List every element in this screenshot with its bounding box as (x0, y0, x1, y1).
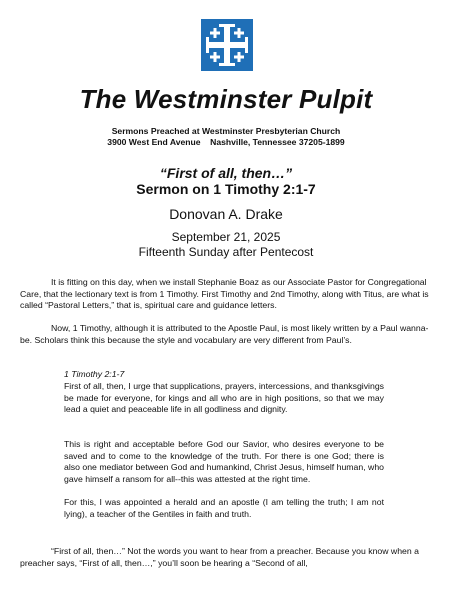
church-address: 3900 West End Avenue Nashville, Tennessee 37205-1899 (107, 137, 345, 147)
sermon-heading (0, 165, 452, 197)
sermon-date-block (0, 230, 452, 260)
scripture-passage: First of all, then, I urge that supplications, prayers, intercessions, and thanksgivings be made for everyone, for kings and all who are in high positions, so that we may lead a quiet and peaceable life in all godliness and dignity. (64, 381, 384, 415)
sermon-quote-title: “First of all, then…” (159, 165, 293, 181)
jerusalem-cross-icon (201, 19, 253, 71)
church-logo (201, 19, 253, 71)
liturgical-occasion: Fifteenth Sunday after Pentecost (138, 245, 314, 259)
scripture-passage: For this, I was appointed a herald and an apostle (I am telling the truth; I am not lying), a teacher of the Gentiles in faith and truth. (64, 497, 384, 519)
church-name: Sermons Preached at Westminster Presbyterian Church (111, 126, 341, 136)
body-paragraph: Now, 1 Timothy, although it is attributed to the Apostle Paul, is most likely written by a Paul wanna-be. Scholars think this because the style and vocabulary are very different from Paul’s. (20, 323, 429, 345)
scripture-passage: This is right and acceptable before God our Savior, who desires everyone to be saved and to come to the knowledge of the truth. For there is one God; there is also one mediator between God and humankind, Christ Jesus, himself human, who gave himself a ransom for all--this was attested at the right time. (64, 439, 384, 484)
sermon-author: Donovan A. Drake (169, 206, 283, 222)
publication-title: The Westminster Pulpit (79, 84, 373, 114)
body-paragraph: “First of all, then…” Not the words you want to hear from a preacher. Because you know when a preacher says, “First of all, then…,” you’ll soon be hearing a “Second of all, (20, 546, 419, 568)
sermon-title: Sermon on 1 Timothy 2:1-7 (136, 181, 316, 197)
scripture-reference: 1 Timothy 2:1-7 (64, 369, 125, 379)
sermon-date: September 21, 2025 (171, 230, 281, 244)
body-paragraph: It is fitting on this day, when we install Stephanie Boaz as our Associate Pastor for Congregational Care, that the lectionary text is from 1 Timothy. First Timothy and 2nd Timothy, along with Titus, are what is called “Pastoral Letters,” that is, spiritual care and guidance letters. (20, 277, 429, 311)
